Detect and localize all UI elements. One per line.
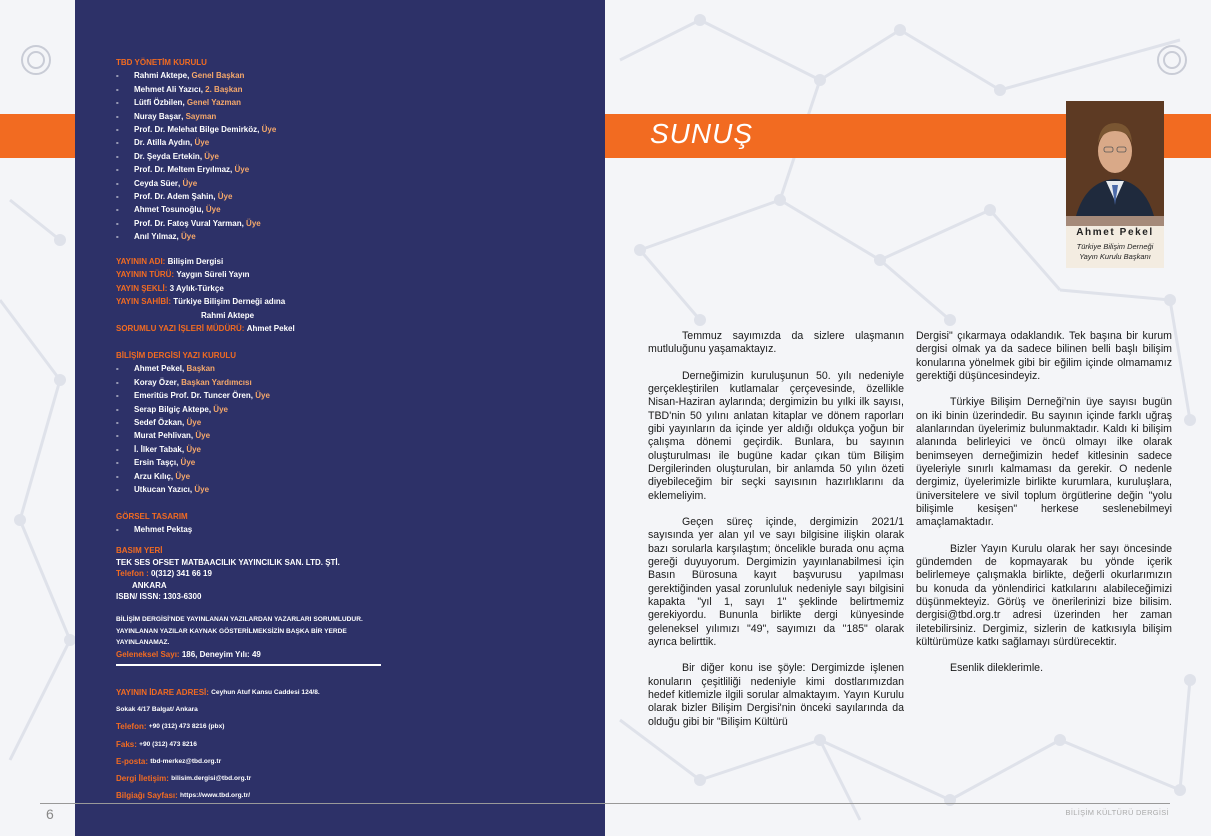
pub-name: Bilişim Dergisi xyxy=(167,257,224,266)
bullet: - xyxy=(116,125,119,135)
member-role: Üye xyxy=(180,232,196,242)
pub-name-label: YAYININ ADI: xyxy=(116,257,166,266)
fax-label: Faks: xyxy=(116,739,137,749)
list-item xyxy=(116,163,276,176)
list-item xyxy=(116,376,270,389)
member-role: Üye xyxy=(213,404,228,414)
member-name: Prof. Dr. Fatoş Vural Yarman xyxy=(134,218,242,228)
publication-section xyxy=(116,255,295,335)
disclaimer-section xyxy=(116,614,363,660)
member-name: Utkucan Yazıcı xyxy=(134,485,190,495)
member-name: Ceyda Süer xyxy=(134,178,179,188)
article-paragraph: Dergisi" çıkarmaya odaklandık. Tek başına bir kurum dergisi olmak ya da sadece bilinen belli başlı bilişim konularına yönelmek gibi bir eğilim içinde olmamamız gerektiği düşüncesindeyiz. xyxy=(916,330,1172,382)
author-title xyxy=(1066,242,1164,262)
member-role: Başkan xyxy=(186,364,215,374)
pub-type: Yaygın Süreli Yayın xyxy=(176,270,250,280)
list-item xyxy=(116,483,270,496)
magazine-email-link[interactable]: bilisim.dergisi@tbd.org.tr xyxy=(171,775,252,783)
contact-section xyxy=(116,684,320,804)
list-item xyxy=(116,136,276,149)
separator: , xyxy=(189,485,195,495)
board-title: TBD YÖNETİM KURULU xyxy=(116,58,207,67)
pub-owner-person: Rahmi Aktepe xyxy=(201,310,255,320)
bullet: - xyxy=(116,151,119,161)
list-item xyxy=(116,217,276,230)
bullet: - xyxy=(116,377,119,387)
member-role: Başkan Yardımcısı xyxy=(181,377,252,387)
list-item xyxy=(116,96,276,109)
separator: , xyxy=(200,84,206,94)
member-role: Üye xyxy=(205,205,221,215)
member-role: Genel Yazman xyxy=(186,98,241,108)
separator: , xyxy=(190,138,195,148)
list-item xyxy=(116,69,276,82)
author-title-line1: Türkiye Bilişim Derneği xyxy=(1076,242,1154,251)
separator: , xyxy=(230,165,235,175)
member-role: Üye xyxy=(182,178,198,188)
separator: , xyxy=(176,458,181,468)
author-name: Ahmet Pekel xyxy=(1076,227,1154,238)
print-city: ANKARA xyxy=(132,580,167,590)
issue-label: Geleneksel Sayı: xyxy=(116,649,180,659)
member-name: Prof. Dr. Adem Şahin xyxy=(134,192,214,202)
member-name: Emeritüs Prof. Dr. Tuncer Ören xyxy=(134,391,251,401)
issue: 186, Deneyim Yılı: 49 xyxy=(181,649,261,659)
bullet: - xyxy=(116,138,119,148)
bullet: - xyxy=(116,485,119,495)
list-item xyxy=(116,83,276,96)
fax: +90 (312) 473 8216 xyxy=(139,740,197,748)
member-name: Dr. Atilla Aydın xyxy=(134,138,191,148)
member-name: Ahmet Pekel xyxy=(134,364,183,374)
print-section xyxy=(116,545,340,603)
member-role: Üye xyxy=(186,444,202,454)
address-label: YAYININ İDARE ADRESİ: xyxy=(116,688,209,697)
bullet: - xyxy=(116,418,119,428)
member-role: Üye xyxy=(255,391,270,401)
bullet: - xyxy=(116,165,119,175)
list-item xyxy=(116,123,276,136)
member-name: Sedef Özkan xyxy=(134,418,183,428)
author-card xyxy=(1066,101,1164,268)
separator: , xyxy=(182,364,187,374)
bullet: - xyxy=(116,391,119,401)
list-item xyxy=(116,150,276,163)
pub-owner-label: YAYIN SAHİBİ: xyxy=(116,297,171,307)
masthead-panel xyxy=(75,0,605,836)
article-paragraph: Türkiye Bilişim Derneği'nin üye sayısı bugün on iki binin üzerindedir. Bu sayının içinde farklı uğraş alanlarından üyelerimiz bulunmaktadır. Kaldı ki bilişim alanında belirleyici ve öncü olmayı ilke olarak benimseyen derneğimizin hedef kitlesinin sadece üyeleriyle sınırlı kalmaması da gerekir. O nedenle dergimiz, üyelerimizle birlikte kurumlara, kuruluşlara, üniversitelere ve sivil toplum örgütlerine değin "yolu bilişimle kesişen" herkese seslenebilmeyi amaçlamaktadır. xyxy=(916,396,1172,529)
article-paragraph: Esenlik dileklerimle. xyxy=(950,662,1044,675)
member-role: Üye xyxy=(175,471,191,481)
disclaimer-line1: BİLİŞİM DERGİSİ'NDE YAYINLANAN YAZILARDAN YAZARLARI SORUMLUDUR. xyxy=(116,616,363,623)
member-name: Nuray Başar xyxy=(134,111,182,121)
contact-phone-label: Telefon: xyxy=(116,722,147,732)
member-name: Ahmet Tosunoğlu xyxy=(134,205,202,215)
separator: , xyxy=(181,444,187,454)
member-name: Prof. Dr. Meltem Eryılmaz xyxy=(134,165,231,175)
issn-label: ISBN/ ISSN: xyxy=(116,592,161,601)
photo-bar xyxy=(1066,216,1164,226)
print-phone: 0(312) 341 66 19 xyxy=(150,569,212,578)
list-item xyxy=(116,456,270,469)
member-name: Ersin Taşçı xyxy=(134,458,177,468)
article-paragraph: Bir diğer konu ise şöyle: Dergimizde işlenen konuların çeşitliliği nedeniyle kimi dostlarımızdan hedef kitlemizle ilgili sorular almaktayım. Yayın Kurulu olarak bizler Bilişim Dergisi'nin önceki sayılarında da olduğu gibi bir "Bilişim Kültürü xyxy=(648,662,904,728)
separator: , xyxy=(199,151,205,161)
bullet: - xyxy=(116,364,119,374)
member-role: Üye xyxy=(204,151,219,161)
list-item xyxy=(116,203,276,216)
footer-line xyxy=(40,803,1170,804)
member-role: Üye xyxy=(195,431,211,441)
contact-phone: +90 (312) 473 8216 (pbx) xyxy=(148,723,225,731)
member-role: Üye xyxy=(246,218,261,228)
article-column-2 xyxy=(916,330,1172,689)
page-number: 6 xyxy=(46,806,54,822)
address-line1: Ceyhun Atuf Kansu Caddesi 124/8. xyxy=(211,689,320,696)
web-label: Bilgiağı Sayfası: xyxy=(116,791,178,801)
bullet: - xyxy=(116,71,119,81)
bullet: - xyxy=(116,178,119,188)
bullet: - xyxy=(116,471,119,481)
design-title: GÖRSEL TASARIM xyxy=(116,512,188,521)
member-name: Rahmi Aktepe xyxy=(134,71,188,81)
list-item xyxy=(116,443,270,456)
separator: , xyxy=(170,471,176,481)
pub-type-label: YAYININ TÜRÜ: xyxy=(116,270,175,280)
list-item xyxy=(116,403,270,416)
pub-owner: Türkiye Bilişim Derneği adına xyxy=(173,297,286,307)
email-link[interactable]: tbd-merkez@tbd.org.tr xyxy=(150,757,222,765)
separator: , xyxy=(250,391,256,401)
pub-form-label: YAYIN ŞEKLİ: xyxy=(116,283,168,293)
design-section xyxy=(116,510,192,537)
board-section xyxy=(116,56,276,244)
article-paragraph: Derneğimizin kuruluşunun 50. yılı nedeniyle gerçekleştirilen kutlamalar çerçevesinde, özellikle Nisan-Haziran aylarında; dergimizin bu yılki ilk sayısı, TBD'nin 50 yılını anlatan kitaplar ve dönem raporları gibi yayınların da içinde yer aldığı oldukça yoğun bir çalışma dönemi geçirdik. Bunlara, bu sayının oluşturulması ile bugüne kadar çıkan tüm Bilişim Dergilerinden oluşturulan, bir anlamda 50 yılın özeti diyebileceğim bir seçki sayısının hazırlıklarını da eklemeliyim. xyxy=(648,369,904,502)
bullet: - xyxy=(116,431,119,441)
member-role: Üye xyxy=(194,485,210,495)
magazine-email-label: Dergi İletişim: xyxy=(116,774,169,784)
address-line2: Sokak 4/17 Balgat/ Ankara xyxy=(116,706,198,714)
list-item xyxy=(116,230,276,243)
page-title: SUNUŞ xyxy=(650,118,754,149)
author-title-line2: Yayın Kurulu Başkanı xyxy=(1079,252,1151,261)
orange-band-left xyxy=(0,114,75,158)
bullet: - xyxy=(116,111,119,121)
article-column-1 xyxy=(648,330,904,742)
bullet: - xyxy=(116,232,119,242)
bullet: - xyxy=(116,205,119,215)
list-item xyxy=(116,429,270,442)
list-item xyxy=(116,389,270,402)
member-role: Genel Başkan xyxy=(191,71,245,81)
member-name: Prof. Dr. Melehat Bilge Demirköz xyxy=(134,125,258,135)
pub-form: 3 Aylık-Türkçe xyxy=(169,283,224,293)
bullet: - xyxy=(116,444,119,454)
separator: , xyxy=(241,218,247,228)
member-name: İ. İlker Tabak xyxy=(134,444,182,454)
bullet: - xyxy=(116,192,119,202)
web-link[interactable]: https://www.tbd.org.tr/ xyxy=(180,792,251,800)
print-company: TEK SES OFSET MATBAACILIK YAYINCILIK SAN. LTD. ŞTİ. xyxy=(116,557,340,567)
member-name: Koray Özer xyxy=(134,377,177,387)
disclaimer-line3: YAYINLANAMAZ. xyxy=(116,639,170,646)
member-role: Üye xyxy=(186,418,202,428)
member-role: Üye xyxy=(194,138,210,148)
editorial-section xyxy=(116,349,270,496)
divider xyxy=(116,664,381,666)
bullet: - xyxy=(116,218,119,228)
bullet: - xyxy=(116,84,119,94)
separator: , xyxy=(176,377,182,387)
article-paragraph: Temmuz sayımızda da sizlere ulaşmanın mutluluğunu yaşamaktayız. xyxy=(648,330,904,356)
article-paragraph: Geçen süreç içinde, dergimizin 2021/1 sayısında yer alan yıl ve sayı bilgisine ilişkin olarak bazı sorularla karşılaştım; öncelikle burada onu açma gereği duyuyorum. Dergimizin yayınlanabilmesi için Basın Bürosuna kayıt başvurusu yapılması gerektiğinden yasal zorunluluk nedeniyle sayı bilgisini kapakta "yıl 1, sayı 1" şeklinde belirtmemiz gerekiyordu. Bununla birlikte dergi künyesinde geleneksel yılımızı "49", sayımızı da "185" olarak ayrıca belirttik. xyxy=(648,516,904,648)
separator: , xyxy=(257,125,262,135)
design-name: Mehmet Pektaş xyxy=(134,525,193,535)
separator: , xyxy=(213,192,218,202)
list-item xyxy=(116,470,270,483)
separator: , xyxy=(182,418,187,428)
footer-magazine-name: BİLİŞİM KÜLTÜRÜ DERGİSİ xyxy=(1065,808,1169,817)
member-name: Serap Bilgiç Aktepe xyxy=(134,404,209,414)
author-photo xyxy=(1066,101,1164,216)
editorial-list xyxy=(116,362,270,496)
board-list xyxy=(116,69,276,243)
member-name: Mehmet Ali Yazıcı xyxy=(134,84,201,94)
list-item xyxy=(116,110,276,123)
separator: , xyxy=(176,232,181,242)
bullet: - xyxy=(116,98,119,108)
pub-editor-label: SORUMLU YAZI İŞLERİ MÜDÜRÜ: xyxy=(116,324,245,334)
separator: , xyxy=(190,431,196,441)
separator: , xyxy=(182,98,187,108)
email-label: E-posta: xyxy=(116,756,148,766)
member-role: Üye xyxy=(217,192,233,202)
list-item xyxy=(116,362,270,375)
print-title: BASIM YERİ xyxy=(116,546,163,555)
member-role: Üye xyxy=(261,125,277,135)
separator: , xyxy=(201,205,206,215)
member-name: Anıl Yılmaz xyxy=(134,232,177,242)
member-role: Sayman xyxy=(185,111,217,121)
member-role: Üye xyxy=(234,165,250,175)
bullet: - xyxy=(116,404,119,414)
member-name: Dr. Şeyda Ertekin xyxy=(134,151,200,161)
list-item xyxy=(116,416,270,429)
print-phone-label: Telefon : xyxy=(116,569,149,578)
list-item xyxy=(116,177,276,190)
separator: , xyxy=(187,71,192,81)
bullet: - xyxy=(116,525,119,535)
list-item xyxy=(116,190,276,203)
disclaimer-line2: YAYINLANAN YAZILAR KAYNAK GÖSTERİLMEKSİZİN BAŞKA BİR YERDE xyxy=(116,627,347,635)
separator: , xyxy=(181,111,186,121)
separator: , xyxy=(208,404,214,414)
member-role: Üye xyxy=(180,458,196,468)
member-name: Murat Pehlivan xyxy=(134,431,191,441)
member-role: 2. Başkan xyxy=(205,84,243,94)
issn: 1303-6300 xyxy=(163,592,202,601)
article-paragraph: Bizler Yayın Kurulu olarak her sayı öncesinde gündemden de kopmayarak bu yönde içerik belirlemeye çalışmakla birlikte, değerli okurlarımızın bu konuda da yönlendirici katkılarını alabileceğimizi düşünmekteyiz. Görüş ve önerilerinizi bize bilisim. dergisi@tbd.org.tr adresi üzerinden her zaman iletebilirsiniz. Dergimiz, sizlerin de katkısıyla bilişim kültürümüze katkı sağlamayı sürdürecektir. xyxy=(916,542,1172,648)
bullet: - xyxy=(116,458,119,468)
pub-editor: Ahmet Pekel xyxy=(246,324,295,334)
member-name: Arzu Kılıç xyxy=(134,471,171,481)
member-name: Lütfi Özbilen xyxy=(134,98,183,108)
separator: , xyxy=(178,178,183,188)
editorial-title: BİLİŞİM DERGİSİ YAZI KURULU xyxy=(116,351,237,360)
